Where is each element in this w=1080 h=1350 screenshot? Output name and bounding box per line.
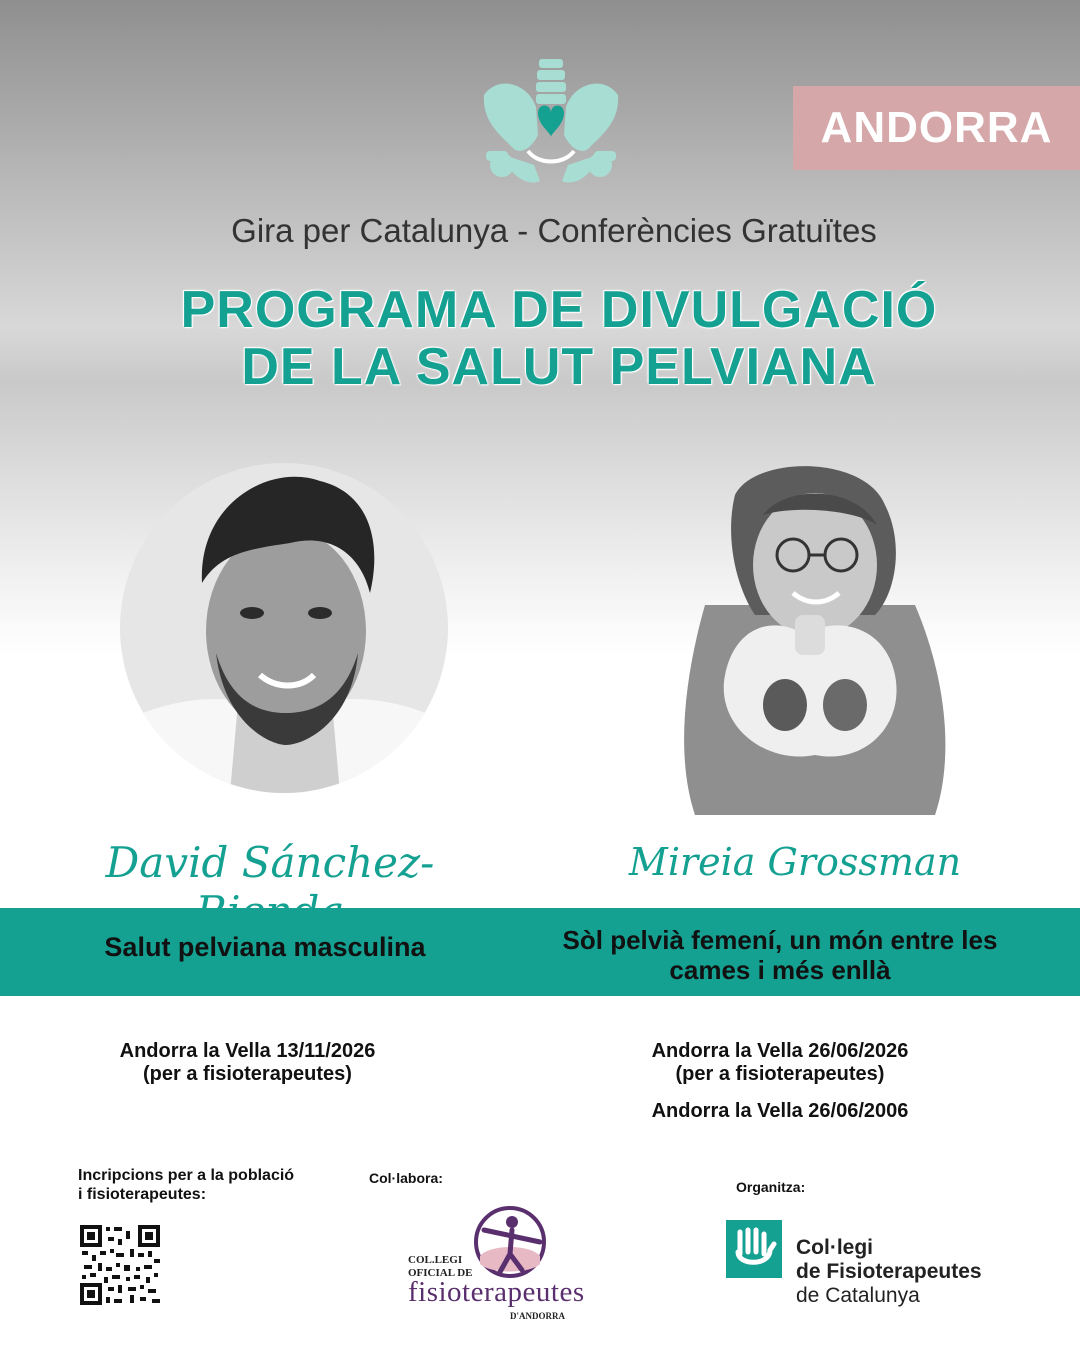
speaker-2-date-extra: Andorra la Vella 26/06/2006 <box>651 1100 909 1122</box>
coffa-line-1: COL.LEGI <box>408 1254 463 1266</box>
title-line-1: PROGRAMA DE DIVULGACIÓ <box>180 281 938 339</box>
registration-line-2: i fisioterapeutes: <box>78 1186 207 1203</box>
registration-qr-code[interactable] <box>80 1225 160 1305</box>
coffa-logo-emblem <box>470 1204 548 1284</box>
organizer-label: Organitza: <box>736 1179 806 1195</box>
event-subtitle: Gira per Catalunya - Conferències Gratuïtes <box>231 212 877 249</box>
speaker-2-talk-line-2: cames i més enllà <box>669 955 891 985</box>
location-badge: ANDORRA <box>793 86 1080 170</box>
speaker-2-date: Andorra la Vella 26/06/2026 <box>651 1040 909 1062</box>
speaker-1-date: Andorra la Vella 13/11/2026 <box>119 1040 376 1062</box>
title-line-2: DE LA SALUT PELVIANA <box>241 338 877 396</box>
speaker-1-name: David Sánchez- <box>105 838 435 887</box>
cfc-logo-mark <box>726 1220 782 1278</box>
collaborator-label: Col·labora: <box>369 1170 443 1186</box>
cfc-logo-line-1: Col·legi <box>796 1236 873 1259</box>
speaker-2-portrait <box>665 455 955 835</box>
speaker-1-talk-title: Salut pelviana masculina <box>104 932 426 962</box>
speaker-2-name: Mireia Grossman <box>628 840 962 884</box>
speaker-1-photo <box>120 463 448 793</box>
speaker-2-audience: (per a fisioterapeutes) <box>675 1063 885 1085</box>
coffa-line-2: OFICIAL DE <box>408 1267 473 1279</box>
hand-icon <box>726 1220 782 1278</box>
speaker-2-talk-line-1: Sòl pelvià femení, un món entre les <box>562 925 998 955</box>
page-title <box>0 282 1080 396</box>
speaker-2-talk-title <box>520 925 1040 985</box>
coffa-logo-wordmark: fisioterapeutes <box>408 1276 585 1308</box>
speaker-2-photo <box>665 455 955 835</box>
registration-line-1: Incripcions per a la població <box>78 1167 295 1184</box>
registration-label <box>78 1166 338 1204</box>
cfc-logo-line-3: de Catalunya <box>796 1284 920 1307</box>
pelvis-icon <box>478 55 624 199</box>
speaker-1-portrait <box>120 463 448 793</box>
coffa-logo-subtext: D'ANDORRA <box>510 1311 565 1321</box>
speaker-2-dates <box>600 1040 960 1086</box>
speaker-1-audience: (per a fisioterapeutes) <box>143 1063 352 1085</box>
cfc-logo-line-2: de Fisioterapeutes <box>796 1260 982 1283</box>
speaker-1-dates <box>70 1040 425 1086</box>
